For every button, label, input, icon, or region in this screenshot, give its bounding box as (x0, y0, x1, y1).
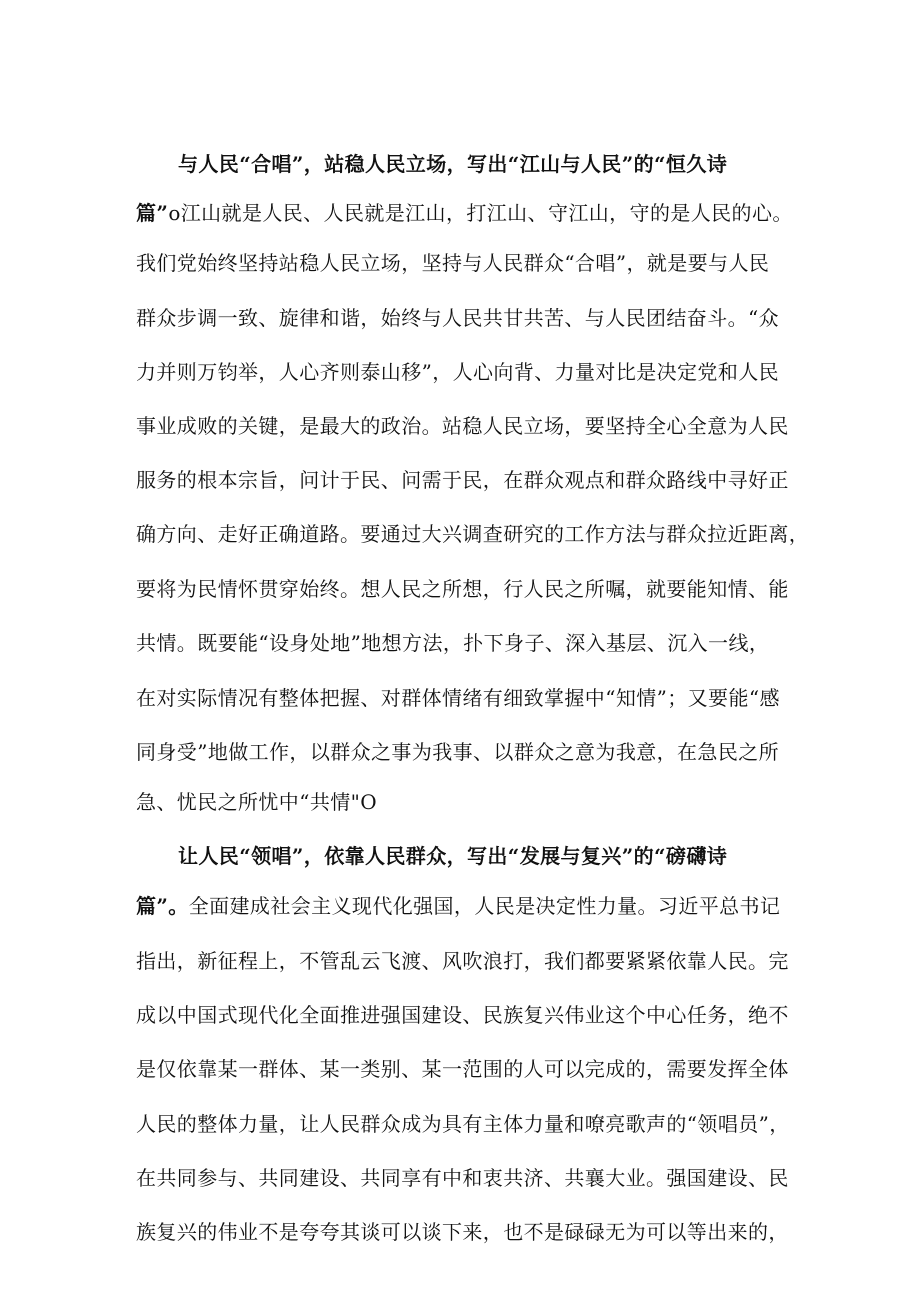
body-text: 事业成败的关键，是最大的政治。站稳人民立场，要坚持全心全意为人民 (136, 414, 789, 438)
body-text: 人民的整体力量，让人民群众成为具有主体力量和嘹亮歌声的“领唱员”， (136, 1112, 790, 1136)
body-text: 在对实际情况有整体把握、对群体情绪有细致掌握中“知情”；又要能“感 (136, 686, 780, 710)
text-line (178, 148, 798, 180)
text-line (136, 247, 796, 279)
body-text: 服务的根本宗旨，问计于民、问需于民，在群众观点和群众路线中寻好正 (136, 468, 789, 492)
text-line (136, 945, 796, 977)
bold-heading-text: 与人民“合唱”，站稳人民立场，写出“江山与人民”的“恒久诗 (178, 152, 728, 176)
text-line (136, 302, 796, 334)
text-line (136, 736, 796, 768)
body-text: 我们党始终坚持站稳人民立场，坚持与人民群众“合唱”，就是要与人民 (136, 251, 770, 275)
text-line (136, 786, 796, 818)
body-text: 力并则万钧举，人心齐则泰山移”，人心向背、力量对比是决定党和人民 (136, 360, 780, 384)
text-line (136, 464, 796, 496)
text-line (136, 999, 796, 1031)
body-text: 指出，新征程上，不管乱云飞渡、风吹浪打，我们都要紧紧依靠人民。完 (136, 949, 789, 973)
body-text: 成以中国式现代化全面推进强国建设、民族复兴伟业这个中心任务，绝不 (136, 1003, 789, 1027)
body-text: 在共同参与、共同建设、共同享有中和衷共济、共襄大业。强国建设、民 (136, 1166, 789, 1190)
body-text: 要将为民情怀贯穿始终。想人民之所想，行人民之所嘱，就要能知情、能 (136, 577, 789, 601)
body-text: 同身受”地做工作，以群众之事为我事、以群众之意为我意，在急民之所 (136, 740, 780, 764)
body-text: 急、忧民之所忧中“共情"O (136, 790, 378, 814)
text-line (136, 1216, 796, 1248)
body-text: 确方向、走好正确道路。要通过大兴调查研究的工作方法与群众拉近距离， (136, 522, 810, 546)
text-line (136, 197, 796, 229)
body-text: 共情。既要能“设身处地”地想方法，扑下身子、深入基层、沉入一线， (136, 631, 770, 655)
body-text: 全面建成社会主义现代化强国，人民是决定性力量。习近平总书记 (188, 894, 781, 918)
body-text: 族复兴的伟业不是夸夸其谈可以谈下来，也不是碌碌无为可以等出来的， (136, 1220, 789, 1244)
text-line (136, 356, 796, 388)
text-line (136, 1108, 796, 1140)
text-line (136, 1162, 796, 1194)
text-line (136, 573, 796, 605)
bold-heading-text: 篇” (136, 201, 169, 225)
text-line (136, 518, 810, 550)
body-text: o江山就是人民、人民就是江山，打江山、守江山，守的是人民的心。 (168, 201, 793, 225)
text-line (136, 890, 796, 922)
text-line (136, 682, 796, 714)
bold-heading-text: 篇”。 (136, 894, 189, 918)
text-line (178, 840, 798, 872)
bold-heading-text: 让人民“领唱”，依靠人民群众，写出“发展与复兴”的“磅礴诗 (178, 844, 728, 868)
body-text: 是仅依靠某一群体、某一类别、某一范围的人可以完成的，需要发挥全体 (136, 1057, 789, 1081)
body-text: 群众步调一致、旋律和谐，始终与人民共甘共苦、与人民团结奋斗。“众 (136, 306, 780, 330)
text-line (136, 410, 796, 442)
text-line (136, 627, 796, 659)
text-line (136, 1053, 796, 1085)
